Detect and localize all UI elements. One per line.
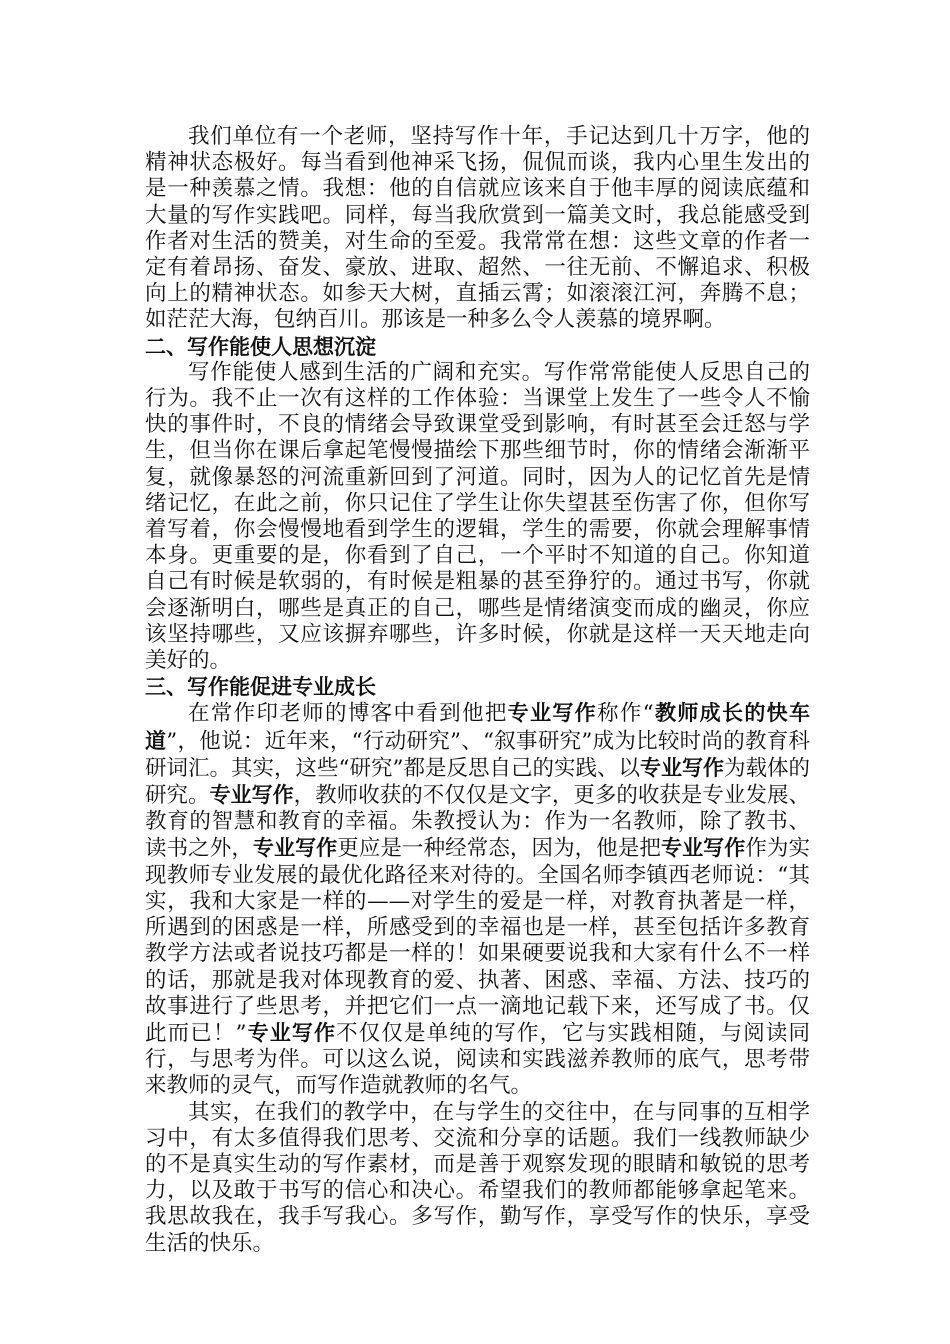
p3-text-7: 作为实现教师专业发展的最优化路径来对待的。全国名师李镇西老师说：“其实，我和大家是一样的——对学生的爱是一样，对教育执著是一样，所遇到的困惑是一样，所感受到的幸福也是一样，甚至包括许多教育教学方法或者说技巧都是一样的！如果硬要说我和大家有什么不一样的话，那就是我对体现教育的爱、执著、困惑、幸福、方法、技巧的故事进行了些思考，并把它们一点一滴地记载下来，还写成了书。仅此而已！”: [145, 836, 810, 1046]
p3-bold-term-1: 专业写作: [507, 701, 598, 726]
p3-text-4: 为载体的研究。: [145, 755, 811, 809]
document-body: [145, 124, 810, 1257]
p3-text-5: ，教师收获的不仅仅是文字，更多的收获是专业发展、教育的智慧和教育的幸福。朱教授认为：作为一名教师，除了教书、读书之外，: [145, 783, 810, 862]
section-heading-3: 三、写作能促进专业成长: [145, 675, 376, 700]
p3-text-1: 在常作印老师的博客中看到他把: [188, 701, 508, 727]
paragraph-4: 其实，在我们的教学中，在与学生的交往中，在与同事的互相学习中，有太多值得我们思考、交流和分享的话题。我们一线教师缺少的不是真实生动的写作素材，而是善于观察发现的眼睛和敏锐的思考力，以及敢于书写的信心和决心。希望我们的教师都能够拿起笔来。我思故我在，我手写我心。多写作，勤写作，享受写作的快乐，享受生活的快乐。: [145, 1099, 810, 1256]
p3-text-6: 更应是一种经常态，因为，他是把: [337, 836, 661, 862]
p3-text-8: 不仅仅是单纯的写作，它与实践相随，与阅读同行，与思考为伴。可以这么说，阅读和实践滋养教师的底气，思考带来教师的灵气，而写作造就教师的名气。: [145, 1020, 810, 1099]
paragraph-3: [145, 700, 810, 1099]
p3-bold-term-2: 教师成长的快车道: [145, 701, 811, 753]
section-heading-2: 二、写作能使人思想沉淀: [145, 334, 376, 359]
p3-bold-term-3: 专业写作: [640, 755, 724, 780]
paragraph-1: 我们单位有一个老师，坚持写作十年，手记达到几十万字，他的精神状态极好。每当看到他神采飞扬，侃侃而谈，我内心里生发出的是一种羡慕之情。我想：他的自信就应该来自于他丰厚的阅读底蕴和大量的写作实践吧。同样，每当我欣赏到一篇美文时，我总能感受到作者对生活的赞美，对生命的至爱。我常常在想：这些文章的作者一定有着昂扬、奋发、豪放、进取、超然、一往无前、不懈追求、积极向上的精神状态。如参天大树，直插云霄；如滚滚江河，奔腾不息；如茫茫大海，包纳百川。那该是一种多么令人羡慕的境界啊。: [145, 124, 810, 333]
p3-bold-term-6: 专业写作: [660, 836, 746, 861]
paragraph-2: 写作能使人感到生活的广阔和充实。写作常常能使人反思自己的行为。我不止一次有这样的工作体验：当课堂上发生了一些令人不愉快的事件时，不良的情绪会导致课堂受到影响，有时甚至会迁怒与学生，但当你在课后拿起笔慢慢描绘下那些细节时，你的情绪会渐渐平复，就像暴怒的河流重新回到了河道。同时，因为人的记忆首先是情绪记忆，在此之前，你只记住了学生让你失望甚至伤害了你，但你写着写着，你会慢慢地看到学生的逻辑，学生的需要，你就会理解事情本身。更重要的是，你看到了自己，一个平时不知道的自己。你知道自己有时候是软弱的，有时候是粗暴的甚至狰狞的。通过书写，你就会逐渐明白，哪些是真正的自己，哪些是情绪演变而成的幽灵，你应该坚持哪些，又应该摒弃哪些，许多时候，你就是这样一天天地走向美好的。: [145, 359, 810, 674]
p3-bold-term-4: 专业写作: [209, 783, 294, 808]
p3-text-2: 称作“: [597, 701, 654, 727]
p3-bold-term-7: 专业写作: [246, 1020, 337, 1045]
p3-bold-term-5: 专业写作: [252, 836, 338, 861]
p3-text-3: ”，他说：近年来，“行动研究”、“叙事研究”成为比较时尚的教育科研词汇。其实，这些“研究”都是反思自己的实践、以: [145, 728, 811, 781]
